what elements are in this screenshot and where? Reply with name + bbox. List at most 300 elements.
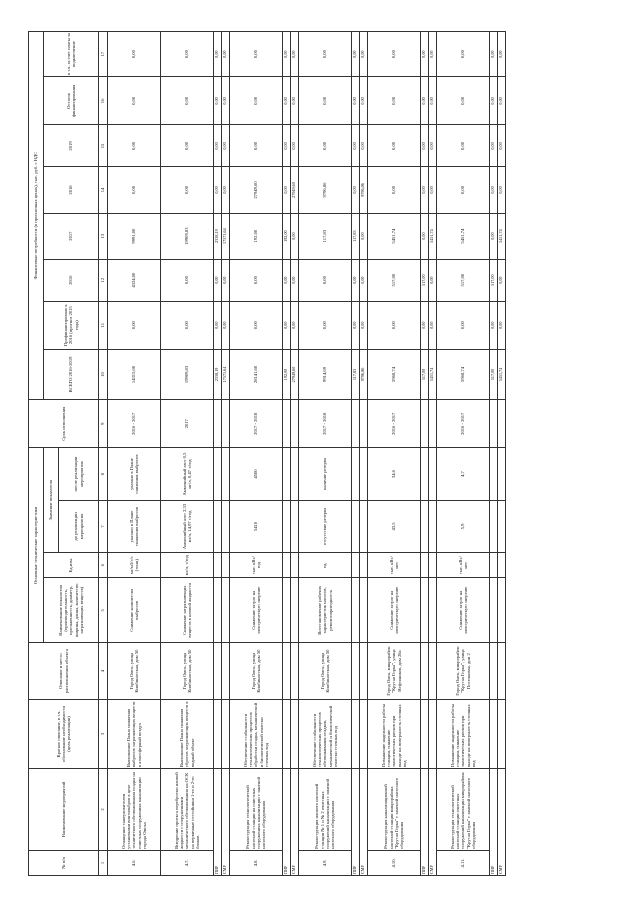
cell-y2018: 0,00 [222, 166, 230, 212]
cell-y2017: 5451,74 [368, 213, 421, 259]
cell-sublabel: СМР [498, 768, 506, 875]
cell-indicator: Снижение затрат на электрическую энергию [368, 577, 421, 642]
cell-desc: Выполнение Плана снижения сбросов загрязняющих веществ в водный объект [161, 699, 214, 768]
cell-total: 5451,74 [498, 349, 506, 399]
cell-empty [360, 699, 368, 768]
cell-location: Город Омск, улица Комбинатская, дом 50 [161, 642, 214, 699]
cell-rest: 0,00 [108, 76, 161, 124]
cell-total: 517,00 [490, 349, 498, 399]
cell-empty [490, 447, 498, 499]
cell-total: 27949,60 [291, 349, 299, 399]
cell-empty [429, 447, 437, 499]
cell-incl: 0,00 [214, 31, 222, 76]
cell-after: 4500 [230, 447, 283, 499]
header-cell: Наименование мероприятий [29, 768, 99, 850]
column-number: 11 [99, 301, 108, 349]
table-subrow [429, 31, 437, 875]
cell-desc: Повышение надежности работы станции, снижение экологических рисков при выходе на поверхность сточных вод [368, 699, 421, 768]
column-number: 15 [99, 125, 108, 167]
cell-unit: мг/л, т/год [161, 552, 214, 577]
header-cell: Срок исполнения [29, 399, 99, 447]
cell-indicator: Снижение затрат на электрическую энергию [437, 577, 490, 642]
cell-rest: 0,00 [421, 76, 429, 124]
cell-unit: ед. [299, 552, 352, 577]
cell-empty [222, 447, 230, 499]
cell-location: Город Омск, улица Комбинатская, дом 50 [230, 642, 283, 699]
cell-y2019: 0,00 [161, 125, 214, 167]
cell-sublabel: СМР [222, 768, 230, 875]
header-cell: Профинансировано к 2016 (прогноз 2015 года) [44, 301, 99, 349]
cell-location: Город Омск, улица Комбинатская, дом 50 [299, 642, 352, 699]
cell-y2018: 9796,86 [299, 166, 352, 212]
cell-prof: 0,00 [421, 301, 429, 349]
header-group: Значение показателя [44, 447, 59, 552]
cell-y2017: 0,00 [421, 213, 429, 259]
table-subrow [498, 31, 506, 875]
cell-empty [429, 500, 437, 552]
cell-empty [490, 699, 498, 768]
cell-sublabel: ПИР [421, 768, 429, 875]
cell-empty [490, 577, 498, 642]
cell-prof: 0,00 [222, 301, 230, 349]
cell-y2017: 17571,64 [222, 213, 230, 259]
cell-prof: 0,00 [498, 301, 506, 349]
header-cell: Остаток финансирования [44, 76, 99, 124]
column-number: 5 [99, 577, 108, 642]
column-number: 2 [99, 768, 108, 850]
cell-after: наличие резерва [299, 447, 352, 499]
cell-incl: 0,00 [222, 31, 230, 76]
cell-empty [222, 642, 230, 699]
cell-term: 2017 - 2018 [230, 399, 283, 447]
cell-empty [283, 447, 291, 499]
cell-y2019: 0,00 [108, 125, 161, 167]
cell-prof: 0,00 [283, 301, 291, 349]
cell-prof: 0,00 [299, 301, 352, 349]
cell-y2016: 0,00 [161, 259, 214, 301]
cell-y2019: 0,00 [283, 125, 291, 167]
cell-y2016: 517,00 [368, 259, 421, 301]
cell-sublabel: ПИР [490, 768, 498, 875]
table-subrow [283, 31, 291, 875]
cell-y2017: 117,83 [299, 213, 352, 259]
table-subrow [360, 31, 368, 875]
column-number: 10 [99, 349, 108, 399]
cell-empty [490, 552, 498, 577]
cell-no: 4.9. [299, 850, 352, 875]
cell-total: 14315,00 [108, 349, 161, 399]
table-row [299, 31, 352, 875]
cell-empty [214, 699, 222, 768]
cell-empty [222, 699, 230, 768]
cell-empty [490, 500, 498, 552]
cell-y2019: 0,00 [222, 125, 230, 167]
cell-no: 4.7. [161, 850, 214, 875]
cell-empty [421, 642, 429, 699]
cell-empty [498, 399, 506, 447]
cell-y2016: 0,00 [214, 259, 222, 301]
cell-prof: 0,00 [360, 301, 368, 349]
cell-name: Реконструкция технологической насосной станции очистных сооружений канализации микрорайона "Крутая Горка" с заменой насосного оборудования [437, 768, 490, 850]
cell-empty [421, 399, 429, 447]
cell-sublabel: ПИР [283, 768, 291, 875]
cell-prof: 0,00 [437, 301, 490, 349]
column-number: 8 [99, 447, 108, 499]
table-subrow [490, 31, 498, 875]
cell-y2016: 0,00 [299, 259, 352, 301]
cell-empty [429, 699, 437, 768]
cell-sublabel: СМР [291, 768, 299, 875]
cell-incl: 0,00 [230, 31, 283, 76]
cell-no: 4.6. [108, 850, 161, 875]
header-cell: 2017 [44, 213, 99, 259]
cell-empty [352, 577, 360, 642]
cell-y2017: 0,00 [360, 213, 368, 259]
table-header [29, 31, 108, 875]
cell-rest: 0,00 [222, 76, 230, 124]
cell-empty [421, 500, 429, 552]
cell-rest: 0,00 [368, 76, 421, 124]
cell-rest: 0,00 [299, 76, 352, 124]
cell-empty [490, 399, 498, 447]
cell-y2016: 517,00 [437, 259, 490, 301]
header-cell: 2016 [44, 259, 99, 301]
cell-y2018: 0,00 [421, 166, 429, 212]
cell-empty [498, 642, 506, 699]
cell-empty [291, 699, 299, 768]
investment-program-table [28, 31, 506, 876]
cell-empty [214, 447, 222, 499]
table-body [108, 31, 506, 875]
cell-prof: 0,00 [429, 301, 437, 349]
cell-y2019: 0,00 [437, 125, 490, 167]
cell-rest: 0,00 [490, 76, 498, 124]
column-number: 13 [99, 213, 108, 259]
cell-empty [222, 399, 230, 447]
cell-incl: 0,00 [283, 31, 291, 76]
cell-incl: 0,00 [291, 31, 299, 76]
column-number: 16 [99, 76, 108, 124]
cell-total: 9914,69 [299, 349, 352, 399]
cell-empty [214, 552, 222, 577]
cell-before: 5410 [230, 500, 283, 552]
cell-y2018: 0,00 [368, 166, 421, 212]
cell-prof: 0,00 [230, 301, 283, 349]
header-cell: Наименование показателя (производительность, протяженность, диаметр, ширина, длина, количество загрязняющих веществ) [44, 577, 99, 642]
cell-empty [352, 399, 360, 447]
cell-before: 5,9 [437, 500, 490, 552]
cell-total: 517,00 [421, 349, 429, 399]
cell-y2017: 0,00 [490, 213, 498, 259]
column-number: 17 [99, 31, 108, 76]
header-cell: Ед.изм. [44, 552, 99, 577]
column-number: 14 [99, 166, 108, 212]
cell-y2016: 0,00 [291, 259, 299, 301]
table-subrow [352, 31, 360, 875]
cell-empty [214, 399, 222, 447]
column-number: 7 [99, 500, 108, 552]
cell-incl: 0,00 [352, 31, 360, 76]
cell-y2016: 0,00 [283, 259, 291, 301]
cell-empty [291, 447, 299, 499]
cell-rest: 0,00 [230, 76, 283, 124]
cell-indicator: Снижение затрат на электрическую энергию [230, 577, 283, 642]
table-subrow [222, 31, 230, 875]
cell-empty [352, 642, 360, 699]
cell-name: Реконструкция технологической насосной станции на очистных сооружениях канализации с заменой насосного оборудования [230, 768, 283, 850]
cell-empty [421, 447, 429, 499]
cell-empty [498, 577, 506, 642]
cell-rest: 0,00 [360, 76, 368, 124]
cell-empty [421, 552, 429, 577]
header-cell: № п/п [29, 850, 99, 875]
cell-term: 2017 - 2018 [299, 399, 352, 447]
cell-incl: 0,00 [498, 31, 506, 76]
cell-empty [360, 447, 368, 499]
cell-desc: Повышение надежности работы станции, снижение экологических рисков при выходе на поверхность сточных вод [437, 699, 490, 768]
cell-before: 43,5 [368, 500, 421, 552]
column-number: 9 [99, 399, 108, 447]
cell-incl: 0,00 [299, 31, 352, 76]
cell-prof: 0,00 [368, 301, 421, 349]
cell-empty [352, 447, 360, 499]
cell-indicator: Снижение загрязняющих веществ в иловой жидкости [161, 577, 214, 642]
cell-y2016: 0,00 [498, 259, 506, 301]
cell-empty [283, 642, 291, 699]
cell-indicator: Снижение количества выбросов [108, 577, 161, 642]
cell-incl: 0,00 [429, 31, 437, 76]
cell-sublabel: СМР [429, 768, 437, 875]
cell-y2017: 2338,19 [214, 213, 222, 259]
header-group: Финансовые потребности (в прогнозных ценах), тыс. руб. с НДС [29, 31, 44, 399]
cell-name: Реконструкция илового насосной станции № 1 и № 2 очистных сооружений канализации с заменой насосного оборудования [299, 768, 352, 850]
cell-unit: мг/м3/т/с (тонн) [108, 552, 161, 577]
cell-prof: 0,00 [352, 301, 360, 349]
table-subrow [291, 31, 299, 875]
cell-indicator: Восстановление рабочих характеристик насосов, ремонтопригодность [299, 577, 352, 642]
cell-total: 9796,86 [360, 349, 368, 399]
cell-y2019: 0,00 [421, 125, 429, 167]
cell-empty [283, 577, 291, 642]
cell-y2018: 0,00 [214, 166, 222, 212]
cell-empty [214, 577, 222, 642]
cell-y2017: 0,00 [291, 213, 299, 259]
cell-rest: 0,00 [214, 76, 222, 124]
cell-empty [291, 552, 299, 577]
cell-before: отсутствие резерва [299, 500, 352, 552]
cell-y2019: 0,00 [498, 125, 506, 167]
cell-empty [222, 552, 230, 577]
cell-empty [429, 642, 437, 699]
cell-empty [352, 552, 360, 577]
cell-unit: тыс. кВт/год [230, 552, 283, 577]
cell-rest: 0,00 [437, 76, 490, 124]
cell-y2019: 0,00 [360, 125, 368, 167]
cell-y2016: 0,00 [429, 259, 437, 301]
header-cell: после реализации мероприятия [59, 447, 99, 499]
cell-prof: 0,00 [108, 301, 161, 349]
cell-empty [283, 552, 291, 577]
cell-empty [283, 399, 291, 447]
cell-empty [352, 699, 360, 768]
table-row [108, 31, 161, 875]
cell-total: 19909,83 [161, 349, 214, 399]
cell-incl: 0,00 [421, 31, 429, 76]
cell-rest: 0,00 [429, 76, 437, 124]
cell-prof: 0,00 [214, 301, 222, 349]
cell-no: 4.8. [230, 850, 283, 875]
cell-y2018: 0,00 [437, 166, 490, 212]
cell-empty [291, 642, 299, 699]
cell-after: Аммонийный азот 0,5 мг/л, 0,47 т/год [161, 447, 214, 499]
cell-total: 28141,60 [230, 349, 283, 399]
cell-y2019: 0,00 [230, 125, 283, 167]
cell-y2017: 192,00 [283, 213, 291, 259]
cell-y2018: 0,00 [108, 166, 161, 212]
cell-y2018: 27949,60 [230, 166, 283, 212]
cell-desc: Обеспечение стабильности технологических процессов обработки осадка, механической и биологической очистки сточных вод [230, 699, 283, 768]
cell-y2017: 5451,74 [437, 213, 490, 259]
cell-empty [421, 577, 429, 642]
cell-y2016: 517,00 [421, 259, 429, 301]
cell-prof: 0,00 [490, 301, 498, 349]
cell-rest: 0,00 [352, 76, 360, 124]
cell-y2019: 0,00 [490, 125, 498, 167]
cell-empty [498, 500, 506, 552]
cell-term: 2016 - 2017 [368, 399, 421, 447]
cell-y2018: 0,00 [352, 166, 360, 212]
cell-before: указано в Плане снижения выбросов [108, 500, 161, 552]
cell-total: 5968,74 [437, 349, 490, 399]
cell-total: 5451,74 [429, 349, 437, 399]
cell-name: Оснащение сажеуловителем установками винтильбров в цехе технического обезвоживания осадка на очистных сооружениях канализации города Омска [108, 768, 161, 850]
cell-after: 4,7 [437, 447, 490, 499]
cell-sublabel: ПИР [352, 768, 360, 875]
cell-empty [214, 642, 222, 699]
cell-y2017: 5451,74 [498, 213, 506, 259]
cell-unit: тыс. кВт/мес [437, 552, 490, 577]
cell-y2018: 0,00 [161, 166, 214, 212]
cell-unit: тыс. кВт/мес [368, 552, 421, 577]
table-subrow [421, 31, 429, 875]
cell-term: 2016 - 2017 [437, 399, 490, 447]
cell-y2018: 0,00 [429, 166, 437, 212]
cell-y2016: 4324,00 [108, 259, 161, 301]
cell-y2017: 117,83 [352, 213, 360, 259]
cell-rest: 0,00 [291, 76, 299, 124]
cell-y2019: 0,00 [299, 125, 352, 167]
cell-y2016: 0,00 [352, 259, 360, 301]
cell-empty [291, 577, 299, 642]
cell-empty [283, 500, 291, 552]
cell-empty [429, 577, 437, 642]
header-group: Основные технические характеристики [29, 447, 44, 642]
cell-empty [498, 552, 506, 577]
cell-y2019: 0,00 [429, 125, 437, 167]
cell-y2017: 192,00 [230, 213, 283, 259]
header-cell: Краткое описание, в т.ч. обоснование необходимости (цель реализации) [29, 699, 99, 768]
cell-name: Внедрение проекта переброски иловой жидкости с сооружениями механического обезвоживания на ОСК на первичные отстойники 1-го и 2-го блоков [161, 768, 214, 850]
column-number: 3 [99, 699, 108, 768]
cell-empty [360, 552, 368, 577]
cell-y2018: 0,00 [283, 166, 291, 212]
cell-empty [222, 577, 230, 642]
cell-term: 2016 - 2017 [108, 399, 161, 447]
column-number: 12 [99, 259, 108, 301]
cell-prof: 0,00 [291, 301, 299, 349]
cell-sublabel: СМР [360, 768, 368, 875]
cell-incl: 0,00 [108, 31, 161, 76]
cell-before: Аммонийный азот 2,33 мг/л, 14,97 т/год [161, 500, 214, 552]
cell-total: 17571,64 [222, 349, 230, 399]
cell-empty [429, 552, 437, 577]
cell-y2018: 0,00 [498, 166, 506, 212]
header-cell: ВСЕГО 2016-2019 [44, 349, 99, 399]
rotated-document-page [28, 31, 613, 876]
cell-empty [283, 699, 291, 768]
table-row [161, 31, 214, 875]
column-number: 1 [99, 850, 108, 875]
cell-empty [490, 642, 498, 699]
cell-empty [291, 399, 299, 447]
cell-incl: 0,00 [490, 31, 498, 76]
cell-y2016: 0,00 [360, 259, 368, 301]
table-row [230, 31, 283, 875]
cell-empty [421, 699, 429, 768]
cell-empty [352, 500, 360, 552]
cell-no: 4.11. [437, 850, 490, 875]
cell-y2018: 27949,60 [291, 166, 299, 212]
cell-term: 2017 [161, 399, 214, 447]
header-cell: 2019 [44, 125, 99, 167]
cell-y2017: 19909,83 [161, 213, 214, 259]
cell-empty [360, 642, 368, 699]
cell-empty [214, 500, 222, 552]
column-number-row [99, 31, 108, 875]
cell-desc: Обеспечение стабильности технологических процессов обезвоживания осадков, механической и биологической очистки сточных вод [299, 699, 352, 768]
cell-y2018: 0,00 [490, 166, 498, 212]
cell-after: 34,6 [368, 447, 421, 499]
cell-sublabel: ПИР [214, 768, 222, 875]
cell-empty [498, 699, 506, 768]
cell-location: Город Омск, улица Комбинатская, дом 50 [108, 642, 161, 699]
cell-total: 5968,74 [368, 349, 421, 399]
cell-empty [291, 500, 299, 552]
cell-incl: 0,00 [437, 31, 490, 76]
cell-y2016: 0,00 [230, 259, 283, 301]
cell-empty [429, 399, 437, 447]
table-subrow [214, 31, 222, 875]
cell-y2019: 0,00 [352, 125, 360, 167]
cell-empty [360, 500, 368, 552]
cell-y2019: 0,00 [368, 125, 421, 167]
header-cell: до реализации мероприятия [59, 500, 99, 552]
cell-rest: 0,00 [498, 76, 506, 124]
cell-total: 192,00 [283, 349, 291, 399]
cell-incl: 0,00 [161, 31, 214, 76]
cell-location: Город Омск, микрорайон "Крутая Горка", улица Нефтяников, дом 28а [368, 642, 421, 699]
cell-y2019: 0,00 [214, 125, 222, 167]
cell-no: 4.10. [368, 850, 421, 875]
cell-rest: 0,00 [283, 76, 291, 124]
cell-prof: 0,00 [161, 301, 214, 349]
cell-incl: 0,00 [360, 31, 368, 76]
cell-y2019: 0,00 [291, 125, 299, 167]
cell-empty [498, 447, 506, 499]
cell-y2018: 9796,86 [360, 166, 368, 212]
table-row [437, 31, 490, 875]
table-row [368, 31, 421, 875]
